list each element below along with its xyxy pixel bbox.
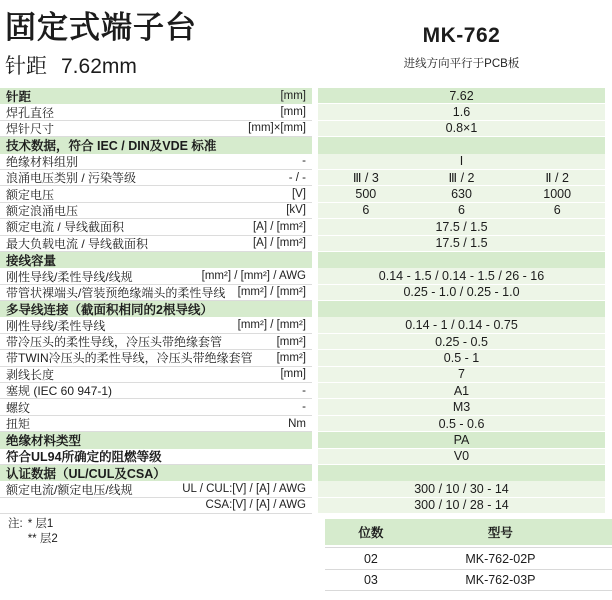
spec-row <box>0 449 612 465</box>
spec-row <box>0 186 612 202</box>
page-header <box>0 0 612 86</box>
spec-label: 带冷压头的柔性导线，冷压头带绝缘套管 <box>6 335 223 350</box>
spec-label-cell <box>0 121 312 137</box>
spec-label-cell <box>0 432 312 448</box>
spec-row <box>0 104 612 120</box>
spec-label-cell <box>0 481 312 497</box>
spec-value-cell <box>318 334 605 350</box>
spec-value-cell <box>318 432 605 448</box>
spec-label: 带管状裸端头/管装预绝缘端头的柔性导线 <box>6 285 226 300</box>
spec-label: 焊针尺寸 <box>6 121 55 136</box>
footnote-line: * 层1 <box>27 518 54 530</box>
spec-label-cell <box>0 268 312 284</box>
spec-unit: [A] / [mm²] <box>252 220 306 233</box>
ordering-model: MK-762-03P <box>465 573 536 587</box>
spec-value-cell <box>318 481 605 497</box>
ordering-table <box>325 519 612 591</box>
spec-value-cell <box>318 154 605 170</box>
spec-row <box>0 317 612 333</box>
page-title: 固定式端子台 <box>5 10 197 45</box>
ordering-row <box>325 547 612 569</box>
spec-row <box>0 350 612 366</box>
spec-unit: [mm²] <box>276 335 306 348</box>
spec-label: 刚性导线/柔性导线/线规 <box>6 269 133 284</box>
spec-value: 0.8×1 <box>445 121 478 136</box>
spec-label-cell <box>0 170 312 186</box>
spec-unit: [V] <box>291 188 306 201</box>
spec-value: 0.5 - 0.6 <box>438 416 485 431</box>
spec-unit: [mm²] / [mm²] <box>237 319 306 332</box>
spec-label-cell <box>0 252 312 268</box>
spec-value: 6 <box>553 203 561 218</box>
section-header-row <box>0 252 612 268</box>
spec-label: 塞规 (IEC 60 947-1) <box>6 384 113 399</box>
spec-value: 6 <box>362 203 370 218</box>
spec-row <box>0 268 612 284</box>
spec-label: 针距 <box>6 90 32 105</box>
spec-value: Ⅲ / 3 <box>352 171 379 186</box>
spec-value: 6 <box>458 203 465 218</box>
spec-label: 扭矩 <box>6 417 31 432</box>
spec-row <box>0 481 612 497</box>
ordering-model: MK-762-02P <box>465 551 536 566</box>
footnote-lines <box>28 517 58 591</box>
spec-label: 额定电流 / 导线截面积 <box>6 220 125 235</box>
spec-value: I <box>459 154 464 169</box>
spec-row <box>0 203 612 219</box>
spec-value-cell <box>318 317 605 333</box>
spec-value: A1 <box>453 383 470 398</box>
spec-unit: - <box>302 401 306 414</box>
spec-row <box>0 383 612 399</box>
spec-label-cell <box>0 416 312 432</box>
spec-value: 7.62 <box>449 88 474 103</box>
spec-unit: [mm²] <box>276 351 306 364</box>
spec-label-cell <box>0 498 312 514</box>
spec-value: Ⅱ / 2 <box>545 171 569 186</box>
pitch-subtitle <box>5 50 137 80</box>
footnote-line: ** 层2 <box>27 533 58 545</box>
spec-value-cell <box>318 383 605 399</box>
spec-row <box>0 399 612 415</box>
spec-label-cell <box>0 399 312 415</box>
section-header-row <box>0 137 612 153</box>
ordering-positions: 03 <box>363 573 378 587</box>
spec-value-cell <box>318 399 605 415</box>
spec-value: 17.5 / 1.5 <box>435 236 488 251</box>
spec-value: 0.25 - 1.0 / 0.25 - 1.0 <box>403 285 520 300</box>
spec-value: V0 <box>453 449 470 464</box>
spec-value-cell <box>318 252 605 268</box>
footnotes <box>0 514 319 591</box>
spec-value-cell <box>318 137 605 153</box>
spec-value: PA <box>453 432 470 447</box>
pitch-value: 7.62mm <box>61 55 137 78</box>
ordering-table-header <box>325 519 612 545</box>
spec-label: 螺纹 <box>6 400 31 415</box>
spec-unit: [mm] <box>280 368 306 381</box>
spec-value: 300 / 10 / 30 - 14 <box>414 482 509 497</box>
spec-value-cell <box>318 104 605 120</box>
spec-label-cell <box>0 367 312 383</box>
spec-value-cell <box>318 121 605 137</box>
page-footer <box>0 514 612 591</box>
spec-row <box>0 170 612 186</box>
spec-value: 500 <box>355 187 377 202</box>
spec-label: 带TWIN冷压头的柔性导线，冷压头带绝缘套管 <box>6 351 253 366</box>
spec-label-cell <box>0 465 312 481</box>
spec-unit: [kV] <box>286 204 306 217</box>
spec-label-cell <box>0 186 312 202</box>
ordering-row <box>325 569 612 591</box>
spec-label: 认证数据（UL/CUL及CSA） <box>6 467 166 482</box>
spec-unit: - <box>302 155 306 168</box>
spec-label: 技术数据，符合 IEC / DIN及VDE 标准 <box>6 139 217 154</box>
spec-label: 符合UL94所确定的阻燃等级 <box>6 450 162 465</box>
spec-label: 额定电压 <box>6 187 55 202</box>
spec-label-cell <box>0 334 312 350</box>
spec-value-cell <box>318 367 605 383</box>
spec-value-cell <box>318 498 605 514</box>
spec-label: 焊孔直径 <box>6 105 55 120</box>
spec-label: 绝缘材料类型 <box>6 434 82 449</box>
column-header-model: 型号 <box>487 526 513 540</box>
spec-unit: Nm <box>288 417 306 430</box>
spec-value-cell <box>318 465 605 481</box>
spec-label: 接线容量 <box>6 254 57 269</box>
spec-row <box>0 219 612 235</box>
spec-label-cell <box>0 350 312 366</box>
section-header-row <box>0 301 612 317</box>
spec-row <box>0 416 612 432</box>
spec-label-cell <box>0 104 312 120</box>
spec-unit: - / - <box>288 171 306 184</box>
section-header-row <box>0 465 612 481</box>
spec-value-cell <box>318 88 605 104</box>
spec-label-cell <box>0 137 312 153</box>
spec-label-cell <box>0 317 312 333</box>
spec-value: 0.5 - 1 <box>443 350 480 365</box>
spec-unit: [mm] <box>280 90 306 103</box>
spec-label-cell <box>0 301 312 317</box>
spec-value: 1.6 <box>452 105 471 120</box>
model-block <box>318 24 605 71</box>
spec-label-cell <box>0 449 312 465</box>
spec-value-cell <box>318 268 605 284</box>
spec-unit: - <box>302 384 306 397</box>
spec-row <box>0 88 612 104</box>
spec-value: 300 / 10 / 28 - 14 <box>414 498 509 513</box>
spec-row <box>0 121 612 137</box>
spec-unit: [mm]×[mm] <box>248 122 306 135</box>
spec-label-cell <box>0 236 312 252</box>
spec-value-cell <box>318 449 605 465</box>
spec-label-cell <box>0 219 312 235</box>
spec-value: 0.14 - 1 / 0.14 - 0.75 <box>405 318 518 333</box>
spec-value-cell <box>318 186 605 202</box>
spec-label-cell <box>0 154 312 170</box>
spec-row <box>0 236 612 252</box>
ordering-table-body <box>325 547 612 591</box>
column-header-positions: 位数 <box>358 526 384 540</box>
spec-unit: [mm] <box>280 106 306 119</box>
spec-row <box>0 334 612 350</box>
spec-row <box>0 367 612 383</box>
spec-label-cell <box>0 285 312 301</box>
spec-label: 最大负载电流 / 导线截面积 <box>6 236 149 251</box>
spec-value: 630 <box>451 187 472 202</box>
spec-label: 额定浪涌电压 <box>6 203 79 218</box>
spec-unit: UL / CUL:[V] / [A] / AWG <box>182 483 306 496</box>
spec-label: 剥线长度 <box>6 367 55 382</box>
pitch-label: 针距 <box>5 55 47 78</box>
spec-row <box>0 285 612 301</box>
spec-value: 17.5 / 1.5 <box>435 219 488 234</box>
model-orientation-note: 进线方向平行于PCB板 <box>403 58 520 70</box>
spec-unit: [mm²] / [mm²] <box>237 286 306 299</box>
spec-value-cell <box>318 203 605 219</box>
spec-value-cell <box>318 236 605 252</box>
spec-table <box>0 88 612 514</box>
spec-value: 1000 <box>543 187 572 202</box>
spec-value-cell <box>318 350 605 366</box>
spec-label: 浪涌电压类别 / 污染等级 <box>6 171 137 186</box>
spec-value-cell <box>318 219 605 235</box>
model-number: MK-762 <box>422 24 501 47</box>
spec-label-cell <box>0 203 312 219</box>
spec-label-cell <box>0 88 312 104</box>
spec-row <box>0 498 612 514</box>
spec-row <box>0 154 612 170</box>
spec-value-cell <box>318 416 605 432</box>
spec-value: 7 <box>458 367 465 382</box>
spec-label: 绝缘材料组别 <box>6 154 79 169</box>
spec-value: Ⅲ / 2 <box>448 171 475 186</box>
spec-value: 0.14 - 1.5 / 0.14 - 1.5 / 26 - 16 <box>378 268 545 283</box>
spec-label: 多导线连接（截面积相同的2根导线） <box>6 303 213 318</box>
spec-unit: [A] / [mm²] <box>252 237 306 250</box>
spec-unit: [mm²] / [mm²] / AWG <box>201 269 306 282</box>
spec-value-cell <box>318 285 605 301</box>
spec-label: 额定电流/额定电压/线规 <box>6 482 133 497</box>
spec-label-cell <box>0 383 312 399</box>
footnote-prefix: 注: <box>8 518 23 530</box>
spec-value-cell <box>318 301 605 317</box>
spec-row <box>0 432 612 448</box>
spec-unit: CSA:[V] / [A] / AWG <box>205 499 306 512</box>
spec-value: M3 <box>452 400 471 415</box>
ordering-positions: 02 <box>363 551 378 566</box>
spec-value: 0.25 - 0.5 <box>435 334 488 349</box>
spec-label: 刚性导线/柔性导线 <box>6 318 106 333</box>
spec-value-cell <box>318 170 605 186</box>
